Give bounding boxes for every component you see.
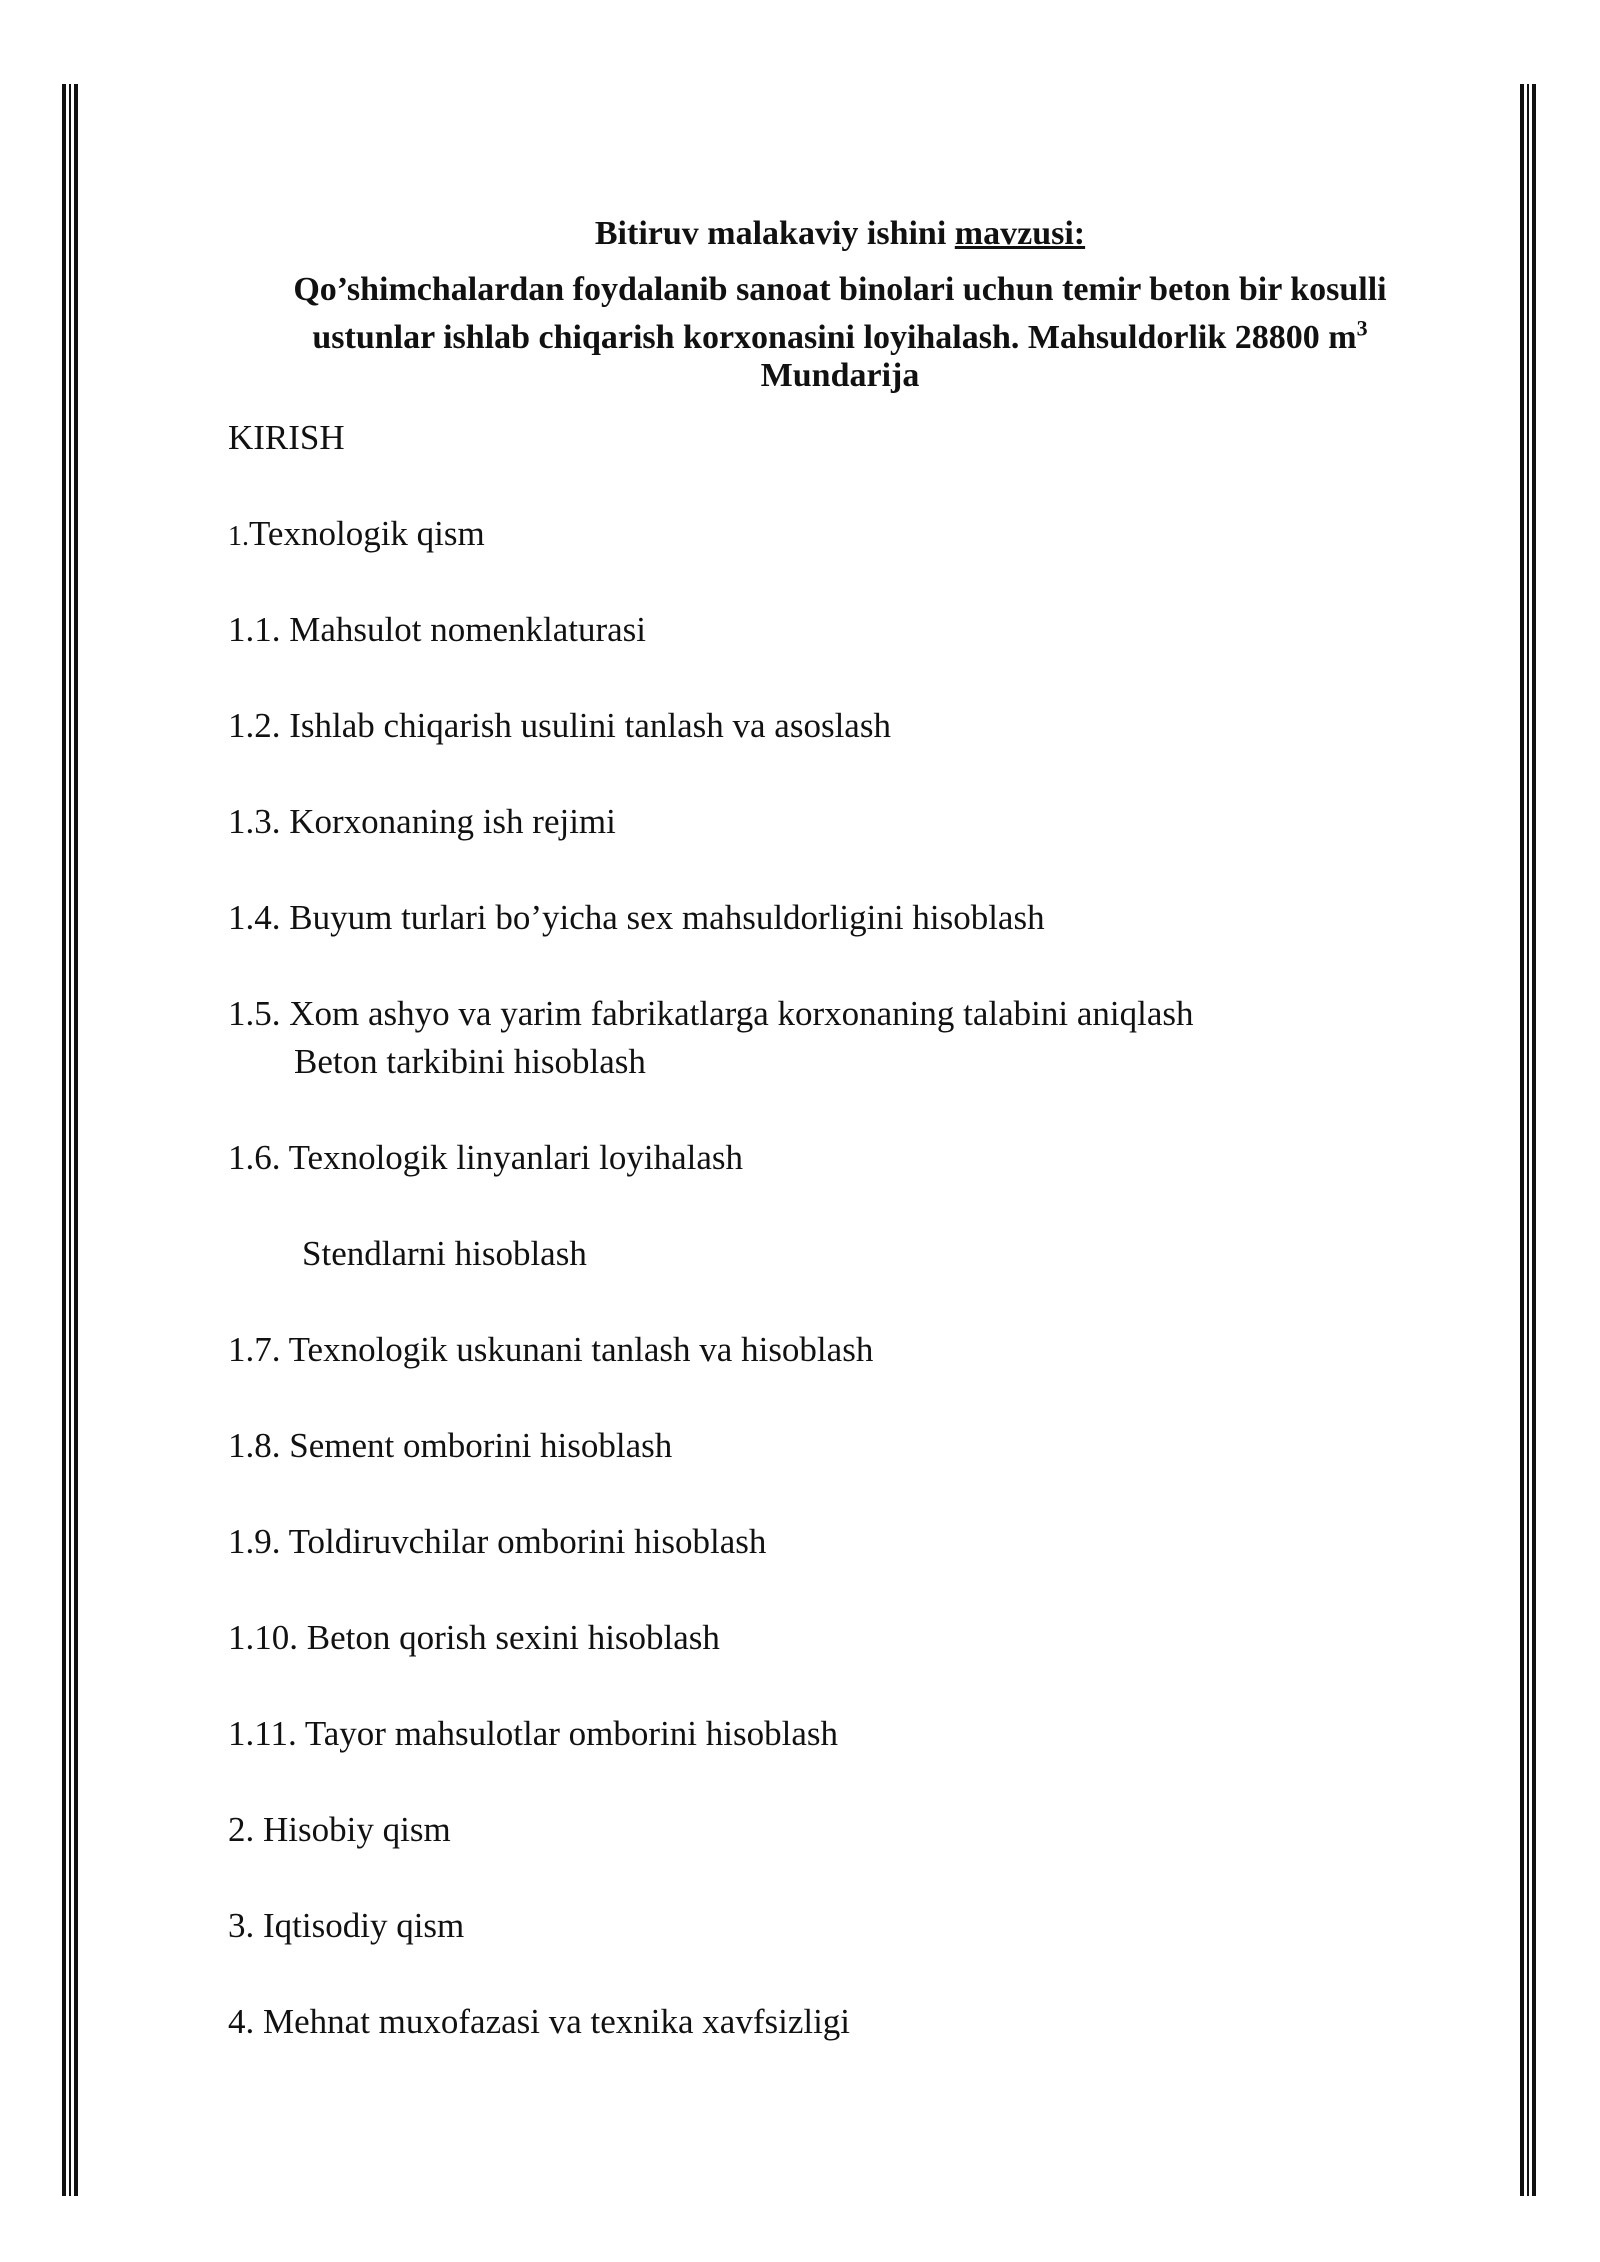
- toc-item-1-3: 1.3. Korxonaning ish rejimi: [228, 802, 616, 841]
- left-page-border: [62, 84, 82, 2196]
- toc-item-1-7: 1.7. Texnologik uskunani tanlash va hisoblash: [228, 1330, 874, 1369]
- toc-item-1-4: 1.4. Buyum turlari bo’yicha sex mahsuldorligini hisoblash: [228, 898, 1045, 937]
- toc-item-1-6-sub: Stendlarni hisoblash: [302, 1234, 587, 1273]
- toc-section-3: 3. Iqtisodiy qism: [228, 1906, 465, 1945]
- toc-section-1: [228, 510, 485, 561]
- toc-section-1-number: 1.: [228, 521, 249, 552]
- toc-item-1-5-sub: Beton tarkibini hisoblash: [294, 1042, 646, 1081]
- toc-section-1-text: Texnologik qism: [249, 514, 485, 553]
- toc-item-1-9: 1.9. Toldiruvchilar omborini hisoblash: [228, 1522, 767, 1561]
- thesis-title-label: [180, 210, 1500, 258]
- toc-item-1-1: 1.1. Mahsulot nomenklaturasi: [228, 610, 647, 649]
- toc-item-1-2: 1.2. Ishlab chiqarish usulini tanlash va asoslash: [228, 706, 891, 745]
- toc-item-1-6: 1.6. Texnologik linyanlari loyihalash: [228, 1138, 744, 1177]
- toc-section-4: 4. Mehnat muxofazasi va texnika xavfsizligi: [228, 2002, 851, 2041]
- toc-item-1-5: 1.5. Xom ashyo va yarim fabrikatlarga korxonaning talabini aniqlash: [228, 994, 1194, 1033]
- thesis-topic: [180, 266, 1500, 362]
- right-page-border: [1520, 84, 1540, 2196]
- toc-item-1-8: 1.8. Sement omborini hisoblash: [228, 1426, 673, 1465]
- contents-heading: Mundarija: [760, 357, 920, 394]
- toc-item-1-11: 1.11. Tayor mahsulotlar omborini hisoblash: [228, 1714, 838, 1753]
- title-prefix: Bitiruv malakaviy ishini: [594, 215, 955, 252]
- topic-line-1: Qo’shimchalardan foydalanib sanoat binolari uchun temir beton bir kosulli: [293, 271, 1387, 308]
- topic-line-2: ustunlar ishlab chiqarish korxonasini loyihalash. Mahsuldorlik 28800 $m^3$: [312, 315, 1368, 356]
- toc-item-1-10: 1.10. Beton qorish sexini hisoblash: [228, 1618, 720, 1657]
- toc-intro: KIRISH: [228, 418, 345, 457]
- toc-section-2: 2. Hisobiy qism: [228, 1810, 451, 1849]
- topic-superscript: 3: [1356, 315, 1368, 341]
- title-underlined: mavzusi:: [954, 215, 1086, 252]
